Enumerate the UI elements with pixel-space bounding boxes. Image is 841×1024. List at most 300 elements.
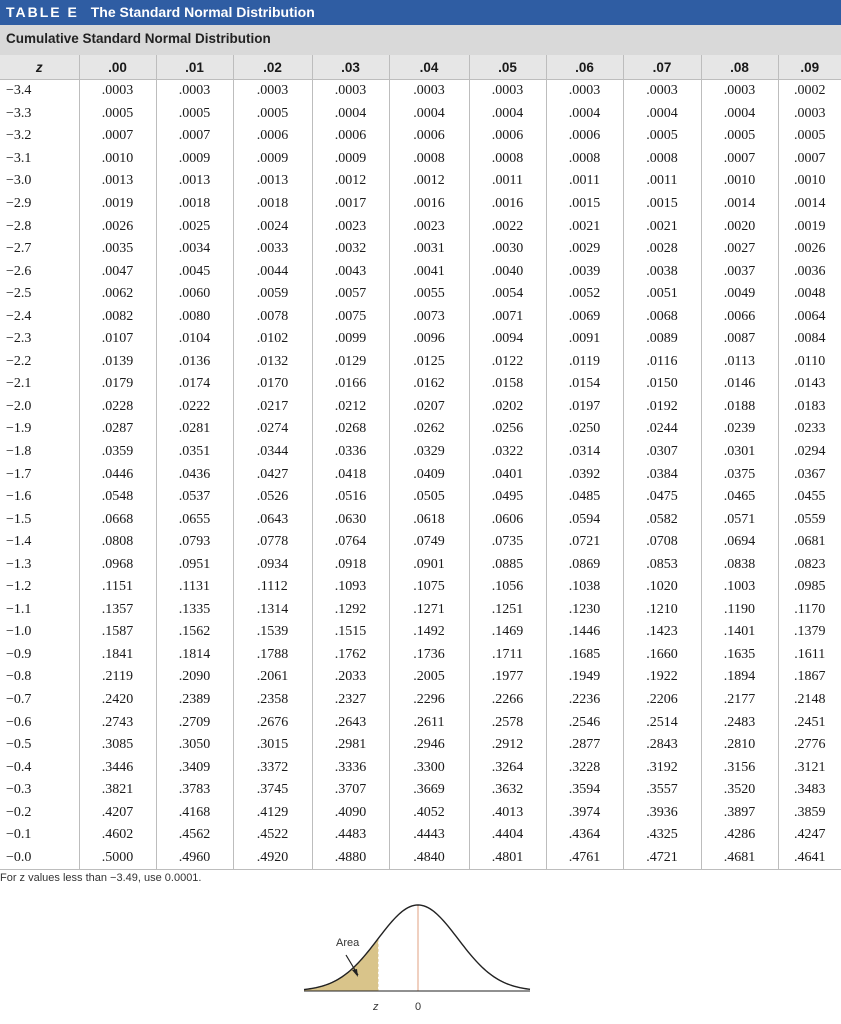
probability-cell: .0016: [469, 193, 546, 216]
table-row: [0, 125, 841, 148]
normal-curve-figure: [300, 895, 540, 1020]
probability-cell: .3264: [469, 756, 546, 779]
probability-cell: .4443: [389, 824, 469, 847]
probability-cell: .0009: [312, 148, 389, 171]
z-value-cell: −0.2: [0, 802, 79, 825]
probability-cell: .1292: [312, 599, 389, 622]
probability-cell: .2327: [312, 689, 389, 712]
probability-cell: .0040: [469, 260, 546, 283]
probability-cell: .4681: [701, 847, 778, 870]
table-title: The Standard Normal Distribution: [90, 4, 315, 20]
probability-cell: .0005: [623, 125, 701, 148]
probability-cell: .0465: [701, 486, 778, 509]
probability-cell: .3669: [389, 779, 469, 802]
z-value-cell: −1.5: [0, 508, 79, 531]
probability-cell: .2483: [701, 711, 778, 734]
probability-cell: .0028: [623, 238, 701, 261]
probability-cell: .0322: [469, 441, 546, 464]
probability-cell: .0004: [469, 103, 546, 126]
probability-cell: .0136: [156, 351, 233, 374]
probability-cell: .0089: [623, 328, 701, 351]
probability-cell: .1151: [79, 576, 156, 599]
probability-cell: .1469: [469, 621, 546, 644]
probability-cell: .0183: [794, 398, 826, 414]
probability-cell: .0003: [469, 80, 546, 103]
probability-cell: .0078: [233, 305, 312, 328]
probability-cell: .0010: [794, 173, 826, 189]
probability-cell: .0594: [546, 508, 623, 531]
probability-cell: .0526: [233, 486, 312, 509]
probability-cell: .3121: [794, 759, 826, 775]
probability-cell: .2206: [623, 689, 701, 712]
probability-cell: .2546: [546, 711, 623, 734]
probability-cell: .1131: [156, 576, 233, 599]
probability-cell: .0392: [546, 463, 623, 486]
table-row: [0, 441, 841, 464]
probability-cell: .1038: [546, 576, 623, 599]
probability-cell: .2643: [312, 711, 389, 734]
probability-cell: .0020: [701, 215, 778, 238]
probability-cell: .0838: [701, 553, 778, 576]
probability-cell: .0015: [623, 193, 701, 216]
probability-cell: .0006: [389, 125, 469, 148]
probability-cell: .1977: [469, 666, 546, 689]
probability-cell: .3228: [546, 756, 623, 779]
column-header: .06: [546, 55, 623, 80]
probability-cell: .0075: [312, 305, 389, 328]
probability-cell: .1056: [469, 576, 546, 599]
probability-cell: .0823: [794, 556, 826, 572]
probability-cell: .4247: [794, 827, 826, 843]
z-value-cell: −1.9: [0, 418, 79, 441]
probability-cell: .0091: [546, 328, 623, 351]
table-row: [0, 193, 841, 216]
probability-cell: .0446: [79, 463, 156, 486]
table-row: [0, 463, 841, 486]
probability-cell: .0037: [701, 260, 778, 283]
z-value-cell: −0.0: [0, 847, 79, 870]
probability-cell: .0004: [623, 103, 701, 126]
probability-cell: .1660: [623, 644, 701, 667]
probability-cell: .0158: [469, 373, 546, 396]
probability-cell: .0853: [623, 553, 701, 576]
table-row: [0, 621, 841, 644]
probability-cell: .0094: [469, 328, 546, 351]
footnote: For z values less than −3.49, use 0.0001.: [0, 872, 202, 884]
z-value-cell: −2.1: [0, 373, 79, 396]
probability-cell: .0007: [794, 150, 826, 166]
probability-cell: .0548: [79, 486, 156, 509]
probability-cell: .0516: [312, 486, 389, 509]
table-row: [0, 215, 841, 238]
probability-cell: .4840: [389, 847, 469, 870]
probability-cell: .1788: [233, 644, 312, 667]
z-value-cell: −3.1: [0, 148, 79, 171]
probability-cell: .0104: [156, 328, 233, 351]
probability-cell: .3594: [546, 779, 623, 802]
table-row: [0, 170, 841, 193]
probability-cell: .0005: [794, 128, 826, 144]
probability-cell: .1020: [623, 576, 701, 599]
z-value-cell: −3.4: [0, 80, 79, 103]
probability-cell: .3372: [233, 756, 312, 779]
probability-cell: .3783: [156, 779, 233, 802]
probability-cell: .4801: [469, 847, 546, 870]
probability-cell: .4761: [546, 847, 623, 870]
table-row: [0, 734, 841, 757]
z-value-cell: −1.2: [0, 576, 79, 599]
probability-cell: .0359: [79, 441, 156, 464]
z-value-cell: −3.0: [0, 170, 79, 193]
probability-cell: .0023: [389, 215, 469, 238]
probability-cell: .0087: [701, 328, 778, 351]
probability-cell: .1894: [701, 666, 778, 689]
table-subtitle: Cumulative Standard Normal Distribution: [0, 25, 841, 55]
probability-cell: .4522: [233, 824, 312, 847]
probability-cell: .0455: [794, 489, 826, 505]
probability-cell: .0694: [701, 531, 778, 554]
probability-cell: .0038: [623, 260, 701, 283]
probability-cell: .0004: [546, 103, 623, 126]
probability-cell: .3050: [156, 734, 233, 757]
z-value-cell: −0.3: [0, 779, 79, 802]
probability-cell: .2451: [794, 714, 826, 730]
z-value-cell: −1.0: [0, 621, 79, 644]
probability-cell: .0630: [312, 508, 389, 531]
probability-cell: .0708: [623, 531, 701, 554]
probability-cell: .0006: [469, 125, 546, 148]
column-header: .05: [469, 55, 546, 80]
probability-cell: .0022: [469, 215, 546, 238]
probability-cell: .0003: [312, 80, 389, 103]
probability-cell: .3192: [623, 756, 701, 779]
probability-cell: .0256: [469, 418, 546, 441]
probability-cell: .1867: [794, 669, 826, 685]
probability-cell: .0051: [623, 283, 701, 306]
probability-cell: .0026: [79, 215, 156, 238]
probability-cell: .1003: [701, 576, 778, 599]
probability-cell: .0197: [546, 396, 623, 419]
table-row: [0, 283, 841, 306]
probability-cell: .0143: [794, 376, 826, 392]
z-value-cell: −0.7: [0, 689, 79, 712]
z-value-cell: −2.6: [0, 260, 79, 283]
probability-cell: .1210: [623, 599, 701, 622]
z-value-cell: −1.3: [0, 553, 79, 576]
table-row: [0, 553, 841, 576]
probability-cell: .2743: [79, 711, 156, 734]
probability-cell: .0188: [701, 396, 778, 419]
z-value-cell: −2.9: [0, 193, 79, 216]
probability-cell: .1251: [469, 599, 546, 622]
probability-cell: .0749: [389, 531, 469, 554]
probability-cell: .2389: [156, 689, 233, 712]
probability-cell: .5000: [79, 847, 156, 870]
probability-cell: .0057: [312, 283, 389, 306]
probability-cell: .0287: [79, 418, 156, 441]
probability-cell: .0006: [233, 125, 312, 148]
table-row: [0, 802, 841, 825]
probability-cell: .0027: [701, 238, 778, 261]
z-table: [0, 55, 841, 870]
probability-cell: .2090: [156, 666, 233, 689]
table-row: [0, 80, 841, 103]
probability-cell: .1539: [233, 621, 312, 644]
probability-cell: .2177: [701, 689, 778, 712]
probability-cell: .1190: [701, 599, 778, 622]
probability-cell: .0084: [794, 331, 826, 347]
probability-cell: .4602: [79, 824, 156, 847]
probability-cell: .2296: [389, 689, 469, 712]
probability-cell: .1075: [389, 576, 469, 599]
probability-cell: .3336: [312, 756, 389, 779]
probability-cell: .0618: [389, 508, 469, 531]
table-row: [0, 599, 841, 622]
probability-cell: .0344: [233, 441, 312, 464]
probability-cell: .0559: [794, 511, 826, 527]
z-value-cell: −1.8: [0, 441, 79, 464]
probability-cell: .4325: [623, 824, 701, 847]
probability-cell: .0132: [233, 351, 312, 374]
probability-cell: .0055: [389, 283, 469, 306]
z-value-cell: −2.8: [0, 215, 79, 238]
probability-cell: .1611: [794, 646, 826, 662]
probability-cell: .2266: [469, 689, 546, 712]
probability-cell: .3156: [701, 756, 778, 779]
table-row: [0, 103, 841, 126]
probability-cell: .2776: [794, 737, 826, 753]
z-value-cell: −0.4: [0, 756, 79, 779]
probability-cell: .0008: [469, 148, 546, 171]
table-body: [0, 80, 841, 870]
probability-cell: .0107: [79, 328, 156, 351]
probability-cell: .3859: [794, 804, 826, 820]
z-value-cell: −3.3: [0, 103, 79, 126]
probability-cell: .0021: [623, 215, 701, 238]
probability-cell: .2912: [469, 734, 546, 757]
probability-cell: .2946: [389, 734, 469, 757]
probability-cell: .2877: [546, 734, 623, 757]
probability-cell: .1562: [156, 621, 233, 644]
column-header: .02: [233, 55, 312, 80]
probability-cell: .0066: [701, 305, 778, 328]
probability-cell: .0401: [469, 463, 546, 486]
probability-cell: .0005: [79, 103, 156, 126]
probability-cell: .0096: [389, 328, 469, 351]
probability-cell: .0268: [312, 418, 389, 441]
probability-cell: .0006: [312, 125, 389, 148]
probability-cell: .0045: [156, 260, 233, 283]
probability-cell: .0212: [312, 396, 389, 419]
probability-cell: .0495: [469, 486, 546, 509]
z-value-cell: −1.1: [0, 599, 79, 622]
probability-cell: .0003: [623, 80, 701, 103]
probability-cell: .0012: [312, 170, 389, 193]
z-value-cell: −1.7: [0, 463, 79, 486]
probability-cell: .1271: [389, 599, 469, 622]
z-value-cell: −1.6: [0, 486, 79, 509]
probability-cell: .0099: [312, 328, 389, 351]
probability-cell: .0918: [312, 553, 389, 576]
probability-cell: .2611: [389, 711, 469, 734]
probability-cell: .0418: [312, 463, 389, 486]
table-row: [0, 238, 841, 261]
probability-cell: .2005: [389, 666, 469, 689]
probability-cell: .0475: [623, 486, 701, 509]
probability-cell: .3520: [701, 779, 778, 802]
table-row: [0, 373, 841, 396]
table-row: [0, 824, 841, 847]
probability-cell: .3632: [469, 779, 546, 802]
probability-cell: .0375: [701, 463, 778, 486]
probability-cell: .0004: [389, 103, 469, 126]
probability-cell: .0024: [233, 215, 312, 238]
probability-cell: .0102: [233, 328, 312, 351]
probability-cell: .1446: [546, 621, 623, 644]
probability-cell: .0071: [469, 305, 546, 328]
probability-cell: .0681: [794, 534, 826, 550]
table-row: [0, 779, 841, 802]
probability-cell: .1635: [701, 644, 778, 667]
z-value-cell: −1.4: [0, 531, 79, 554]
probability-cell: .0004: [312, 103, 389, 126]
probability-cell: .0778: [233, 531, 312, 554]
table-label: TABLE E: [6, 4, 79, 20]
probability-cell: .0314: [546, 441, 623, 464]
probability-cell: .0003: [546, 80, 623, 103]
probability-cell: .1357: [79, 599, 156, 622]
probability-cell: .3707: [312, 779, 389, 802]
probability-cell: .2676: [233, 711, 312, 734]
probability-cell: .3483: [794, 782, 826, 798]
probability-cell: .0307: [623, 441, 701, 464]
probability-cell: .4013: [469, 802, 546, 825]
probability-cell: .3974: [546, 802, 623, 825]
probability-cell: .0505: [389, 486, 469, 509]
probability-cell: .0202: [469, 396, 546, 419]
probability-cell: .0008: [546, 148, 623, 171]
probability-cell: .1401: [701, 621, 778, 644]
probability-cell: .0059: [233, 283, 312, 306]
z-value-cell: −0.9: [0, 644, 79, 667]
z-value-cell: −2.7: [0, 238, 79, 261]
probability-cell: .0041: [389, 260, 469, 283]
probability-cell: .0174: [156, 373, 233, 396]
probability-cell: .0582: [623, 508, 701, 531]
table-row: [0, 711, 841, 734]
probability-cell: .0228: [79, 396, 156, 419]
probability-cell: .1841: [79, 644, 156, 667]
probability-cell: .1170: [794, 601, 826, 617]
probability-cell: .0018: [233, 193, 312, 216]
probability-cell: .4168: [156, 802, 233, 825]
table-row: [0, 644, 841, 667]
area-label: Area: [336, 937, 360, 949]
probability-cell: .2981: [312, 734, 389, 757]
probability-cell: .1515: [312, 621, 389, 644]
probability-cell: .4562: [156, 824, 233, 847]
probability-cell: .0003: [156, 80, 233, 103]
probability-cell: .0019: [794, 218, 826, 234]
probability-cell: .3821: [79, 779, 156, 802]
probability-cell: .0643: [233, 508, 312, 531]
probability-cell: .0367: [794, 466, 826, 482]
probability-cell: .3936: [623, 802, 701, 825]
probability-cell: .0869: [546, 553, 623, 576]
probability-cell: .0003: [794, 105, 826, 121]
probability-cell: .3897: [701, 802, 778, 825]
probability-cell: .0010: [701, 170, 778, 193]
probability-cell: .0301: [701, 441, 778, 464]
probability-cell: .0571: [701, 508, 778, 531]
table-row: [0, 486, 841, 509]
probability-cell: .0294: [794, 444, 826, 460]
z-value-cell: −2.0: [0, 396, 79, 419]
probability-cell: .4129: [233, 802, 312, 825]
z-value-cell: −0.6: [0, 711, 79, 734]
probability-cell: .4641: [778, 847, 841, 870]
probability-cell: .0281: [156, 418, 233, 441]
probability-cell: .0007: [79, 125, 156, 148]
z-value-cell: −2.3: [0, 328, 79, 351]
probability-cell: .0021: [546, 215, 623, 238]
table-row: [0, 666, 841, 689]
probability-cell: .0012: [389, 170, 469, 193]
column-header: .07: [623, 55, 701, 80]
probability-cell: .0044: [233, 260, 312, 283]
probability-cell: .0885: [469, 553, 546, 576]
z-value-cell: −2.5: [0, 283, 79, 306]
probability-cell: .0003: [79, 80, 156, 103]
probability-cell: .0008: [389, 148, 469, 171]
probability-cell: .1379: [794, 624, 826, 640]
probability-cell: .0170: [233, 373, 312, 396]
probability-cell: .0793: [156, 531, 233, 554]
z-label: z: [373, 1001, 379, 1013]
probability-cell: .0250: [546, 418, 623, 441]
probability-cell: .0606: [469, 508, 546, 531]
probability-cell: .0082: [79, 305, 156, 328]
probability-cell: .3085: [79, 734, 156, 757]
probability-cell: .0048: [794, 286, 826, 302]
probability-cell: .0030: [469, 238, 546, 261]
probability-cell: .1949: [546, 666, 623, 689]
column-header: .03: [312, 55, 389, 80]
probability-cell: .0005: [701, 125, 778, 148]
z-value-cell: −0.8: [0, 666, 79, 689]
probability-cell: .0244: [623, 418, 701, 441]
probability-cell: .0351: [156, 441, 233, 464]
probability-cell: .2578: [469, 711, 546, 734]
probability-cell: .0233: [794, 421, 826, 437]
probability-cell: .0537: [156, 486, 233, 509]
probability-cell: .0122: [469, 351, 546, 374]
probability-cell: .2061: [233, 666, 312, 689]
probability-cell: .2709: [156, 711, 233, 734]
probability-cell: .0485: [546, 486, 623, 509]
probability-cell: .0735: [469, 531, 546, 554]
probability-cell: .3557: [623, 779, 701, 802]
probability-cell: .0008: [623, 148, 701, 171]
probability-cell: .2843: [623, 734, 701, 757]
probability-cell: .0073: [389, 305, 469, 328]
probability-cell: .0721: [546, 531, 623, 554]
probability-cell: .1112: [233, 576, 312, 599]
table-row: [0, 576, 841, 599]
probability-cell: .0003: [233, 80, 312, 103]
probability-cell: .0129: [312, 351, 389, 374]
probability-cell: .1314: [233, 599, 312, 622]
